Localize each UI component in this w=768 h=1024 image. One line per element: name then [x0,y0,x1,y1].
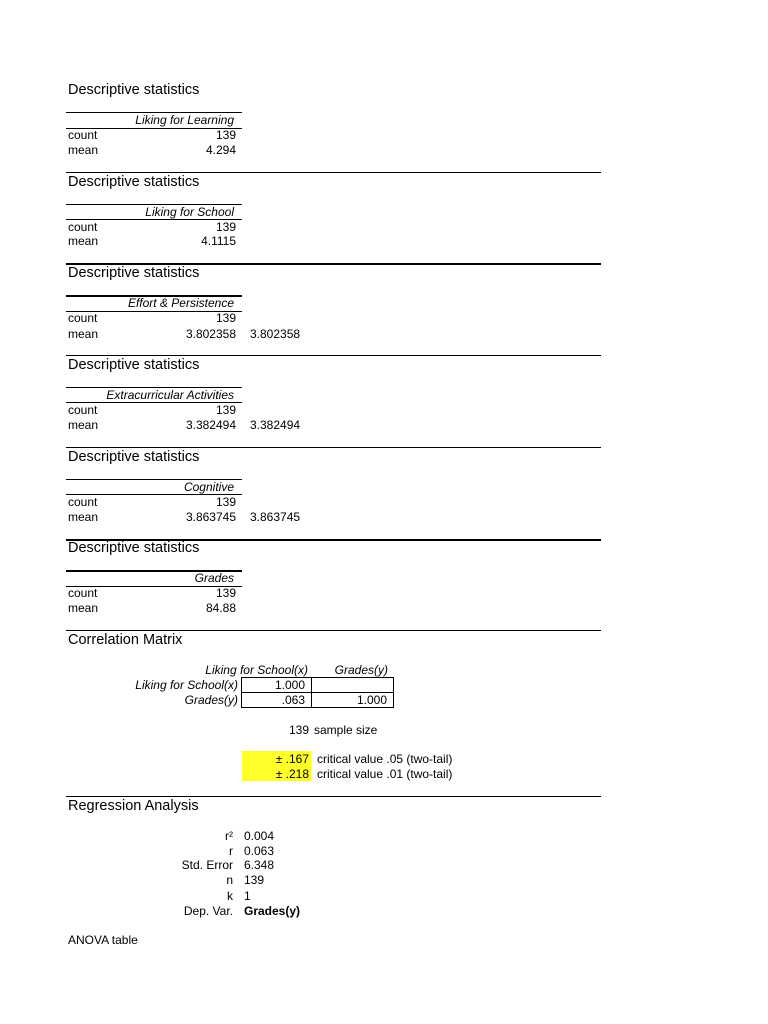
section-title: Descriptive statistics [68,357,200,373]
matrix-cell: 1.000 [356,693,387,707]
variable-header: Cognitive [183,480,234,494]
stat-value: 0.004 [244,829,275,843]
variable-header: Liking for School [145,205,234,219]
mean-value-copy: 3.382494 [250,418,301,432]
stat-value: 139 [244,873,265,887]
count-label: count [68,128,98,142]
mean-label: mean [68,418,99,432]
stat-value: Grades(y) [244,904,301,918]
count-value: 139 [215,403,236,417]
count-value: 139 [215,220,236,234]
count-label: count [68,586,98,600]
section-title: Correlation Matrix [68,632,183,648]
stat-label: n [226,873,233,887]
mean-value-copy: 3.863745 [250,510,301,524]
count-label: count [68,495,98,509]
row-header: Grades(y) [184,693,238,707]
critical-value-label: critical value .01 (two-tail) [317,767,453,781]
column-header: Liking for School(x) [205,663,308,677]
stat-label: k [227,889,233,903]
section-title: Regression Analysis [68,798,199,814]
count-value: 139 [215,311,236,325]
mean-value: 3.802358 [185,327,236,341]
stat-label: r [229,844,233,858]
stat-value: 0.063 [244,844,275,858]
mean-value: 4.294 [205,143,236,157]
matrix-cell: .063 [281,693,305,707]
variable-header: Effort & Persistence [127,296,234,310]
anova-table-label: ANOVA table [68,933,138,947]
stat-label: r² [225,829,233,843]
row-header: Liking for School(x) [135,678,238,692]
count-label: count [68,403,98,417]
sample-size-label: sample size [314,723,378,737]
variable-header: Liking for Learning [135,113,234,127]
section-title: Descriptive statistics [68,174,200,190]
stat-label: Std. Error [181,858,233,872]
stat-label: Dep. Var. [183,904,233,918]
mean-label: mean [68,327,99,341]
count-label: count [68,311,98,325]
section-title: Descriptive statistics [68,265,200,281]
critical-value: ± .167 [275,752,309,766]
variable-header: Grades [194,571,234,585]
mean-value: 84.88 [205,601,236,615]
sample-size-value: 139 [288,723,309,737]
count-value: 139 [215,495,236,509]
section-title: Descriptive statistics [68,82,200,98]
mean-value: 3.863745 [185,510,236,524]
mean-label: mean [68,143,99,157]
mean-label: mean [68,601,99,615]
column-header: Grades(y) [334,663,388,677]
mean-value-copy: 3.802358 [250,327,301,341]
count-label: count [68,220,98,234]
mean-label: mean [68,510,99,524]
mean-value: 4.1115 [201,234,236,248]
mean-value: 3.382494 [185,418,236,432]
grid-line [393,677,394,708]
critical-value: ± .218 [275,767,309,781]
stat-value: 6.348 [244,858,275,872]
mean-label: mean [68,234,99,248]
stat-value: 1 [244,889,251,903]
count-value: 139 [215,128,236,142]
section-title: Descriptive statistics [68,449,200,465]
section-title: Descriptive statistics [68,540,200,556]
grid-line [241,707,393,708]
matrix-cell: 1.000 [274,678,305,692]
critical-value-label: critical value .05 (two-tail) [317,752,453,766]
variable-header: Extracurricular Activities [106,388,234,402]
count-value: 139 [215,586,236,600]
